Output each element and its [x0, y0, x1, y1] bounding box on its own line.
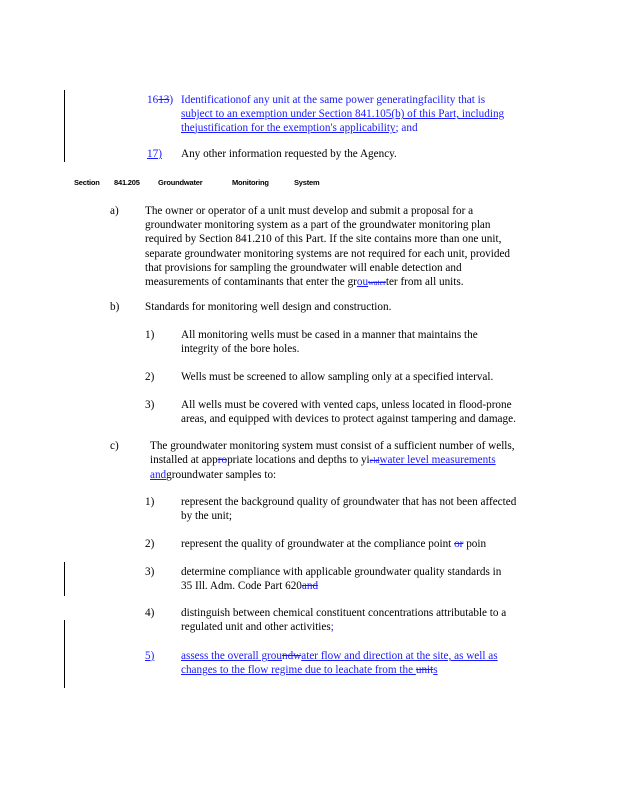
para-c-item-3-number: 3) — [145, 566, 155, 578]
para-b-item-3-text: All wells must be covered with vented caps, unless located in flood-prone areas, and equipped with devices to protect against tampering and damage. — [181, 399, 516, 426]
para-c-item-3-text: determine compliance with applicable groundwater quality standards in 35 Ill. Adm. Code Part 620and — [181, 566, 502, 593]
section-heading: Section — [74, 178, 100, 187]
change-bar — [64, 620, 65, 688]
section-number: 841.205 — [114, 178, 140, 187]
para-b-item-2-text: Wells must be screened to allow sampling only at a specified interval. — [181, 371, 494, 383]
change-bar — [64, 562, 65, 596]
para-b-label: b) — [110, 301, 120, 313]
item-17-number: 17) — [147, 148, 162, 160]
para-b-item-1-text: All monitoring wells must be cased in a manner that maintains the integrity of the bore holes. — [181, 329, 478, 356]
para-c-item-1-number: 1) — [145, 496, 155, 508]
item-16-text: Identificationof any unit at the same power generatingfacility that is subject to an exemption under Section 841.105(b) of this Part, including thejustification for the exemption's applicability; and — [181, 94, 505, 135]
para-c-item-2-text: represent the quality of groundwater at the compliance point or poin — [181, 538, 487, 550]
para-b-text: Standards for monitoring well design and construction. — [145, 301, 392, 313]
para-c-item-4-number: 4) — [145, 607, 155, 619]
para-b-item-1-number: 1) — [145, 329, 155, 341]
para-b-item-2-number: 2) — [145, 371, 155, 383]
para-a-label: a) — [110, 205, 119, 217]
para-c-item-5-number: 5) — [145, 650, 155, 662]
item-16-number: 1613) — [147, 94, 174, 106]
section-title-word: System — [294, 178, 320, 187]
change-bar — [64, 90, 65, 162]
section-title-word: Groundwater — [158, 178, 203, 187]
item-17-text: Any other information requested by the Agency. — [181, 148, 397, 160]
para-c-item-4-text: distinguish between chemical constituent concentrations attributable to a regulated unit and other activities; — [181, 607, 507, 634]
para-b-item-3-number: 3) — [145, 399, 155, 411]
para-c-label: c) — [110, 440, 119, 452]
section-title-word: Monitoring — [232, 178, 269, 187]
para-c-item-1-text: represent the background quality of groundwater that has not been affected by the unit; — [181, 496, 517, 523]
para-c-item-2-number: 2) — [145, 538, 155, 550]
para-a-text: The owner or operator of a unit must develop and submit a proposal for a groundwater monitoring system as a part of the groundwater monitoring plan required by Section 841.210 of this Part. If the site contains more than one unit, separate groundwater monitoring systems are not required for each unit, provided that provisions for sampling the groundwater will enable detection and measurements of contaminants that enter the grouwaterter from all units. — [145, 205, 511, 289]
para-c-item-5-text: assess the overall groundwater flow and direction at the site, as well as changes to the flow regime due to leachate from the units — [181, 650, 498, 677]
para-c-text: The groundwater monitoring system must consist of a sufficient number of wells, installed at appropriate locations and depths to yieldwater level measurements andgroundwater samples to: — [150, 440, 515, 482]
